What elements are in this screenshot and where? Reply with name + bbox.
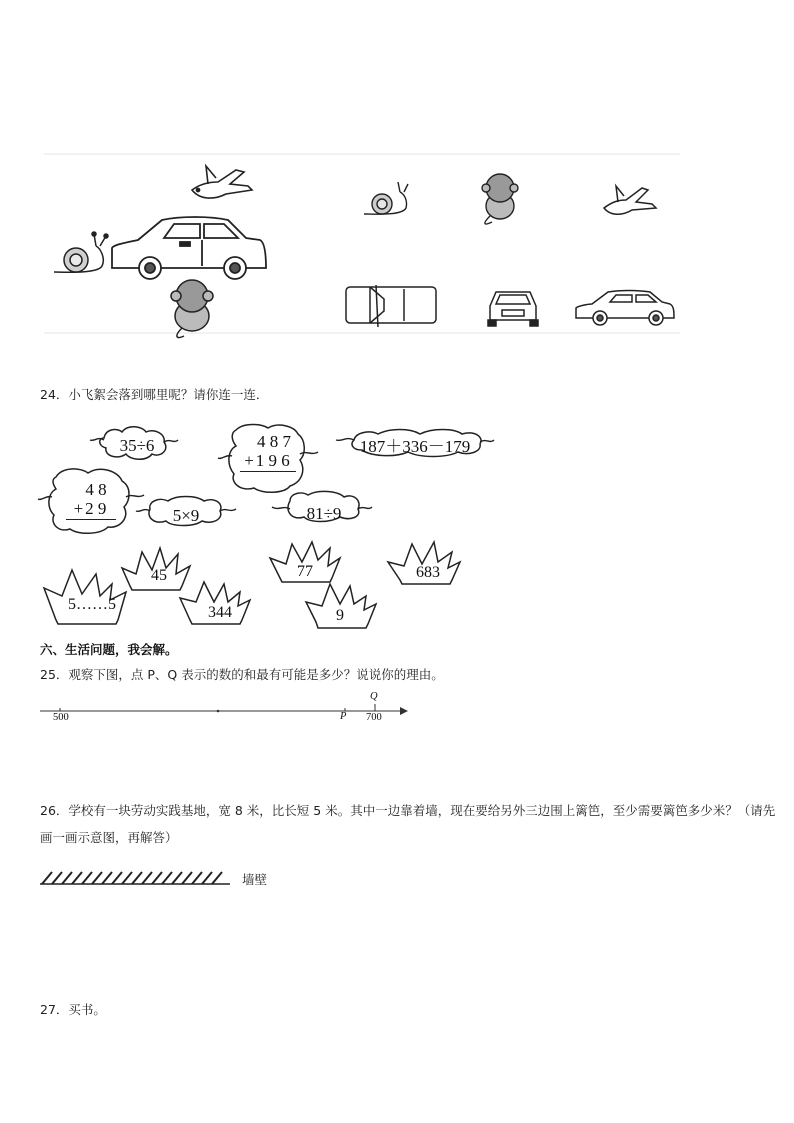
- car-side-icon: [112, 217, 266, 279]
- q26-prompt: 26．学校有一块劳动实践基地，宽 8 米，比长短 5 米。其中一边靠着墙，现在要给另外三边围上篱笆，至少需要篱笆多少米？（请先画一画示意图，再解答）: [40, 803, 776, 845]
- q24-prompt: 24．小飞絮会落到哪里呢？请你连一连．: [40, 387, 269, 402]
- grass-5-dots-5[interactable]: 5……5: [68, 596, 116, 613]
- observation-figure: [40, 140, 680, 345]
- fluff-487-plus-196[interactable]: [232, 432, 302, 472]
- fluff-487-bottom: 1 9 6: [255, 451, 290, 470]
- snail-icon: [54, 232, 108, 272]
- fluff-48-op: +: [73, 499, 84, 518]
- wall-label: 墙壁: [242, 872, 268, 887]
- fluff-35-div-6[interactable]: 35÷6: [119, 436, 155, 455]
- wall-hatch: [40, 870, 230, 886]
- fluff-487-op: +: [244, 451, 254, 470]
- section-6-title: 六、生活问题，我会解。: [40, 642, 178, 657]
- fluff-48-plus-29[interactable]: [58, 480, 122, 520]
- grass-683[interactable]: 683: [416, 564, 440, 581]
- grass-shapes: [0, 540, 480, 635]
- number-line-start-label: 500: [53, 712, 69, 723]
- point-p-label: P: [340, 711, 347, 722]
- grass-344[interactable]: 344: [208, 604, 232, 621]
- point-q-label: Q: [370, 691, 378, 702]
- car-front-icon: [488, 292, 538, 326]
- fluff-48-bottom: 2 9: [85, 499, 107, 518]
- bird-icon: [604, 186, 656, 214]
- q27-prompt: 27．买书。: [40, 1002, 106, 1017]
- number-line: [40, 690, 420, 730]
- fluff-5-times-9[interactable]: 5×9: [172, 506, 200, 525]
- fluff-48-top: 4 8: [85, 480, 107, 499]
- fluff-187-plus-336-minus-179[interactable]: 187＋336－179: [359, 437, 471, 456]
- car-top-icon: [346, 285, 436, 327]
- monkey-back-icon: [482, 174, 518, 224]
- grass-45[interactable]: 45: [151, 567, 167, 584]
- q25-prompt: 25．观察下图，点 P、Q 表示的数的和最有可能是多少？说说你的理由。: [40, 667, 444, 682]
- monkey-back-icon: [171, 280, 213, 338]
- fluff-81-div-9[interactable]: 81÷9: [306, 504, 342, 523]
- bird-icon: [192, 166, 252, 198]
- fluff-487-top: 4 8 7: [257, 432, 291, 451]
- grass-77[interactable]: 77: [297, 563, 313, 580]
- observation-figure-svg: [40, 140, 680, 345]
- grass-9[interactable]: 9: [336, 607, 344, 624]
- number-line-svg: [40, 690, 420, 730]
- snail-icon: [364, 182, 408, 214]
- wall-hatch-svg: [40, 870, 230, 886]
- car-side-icon: [576, 291, 674, 326]
- number-line-end-label: 700: [366, 712, 382, 723]
